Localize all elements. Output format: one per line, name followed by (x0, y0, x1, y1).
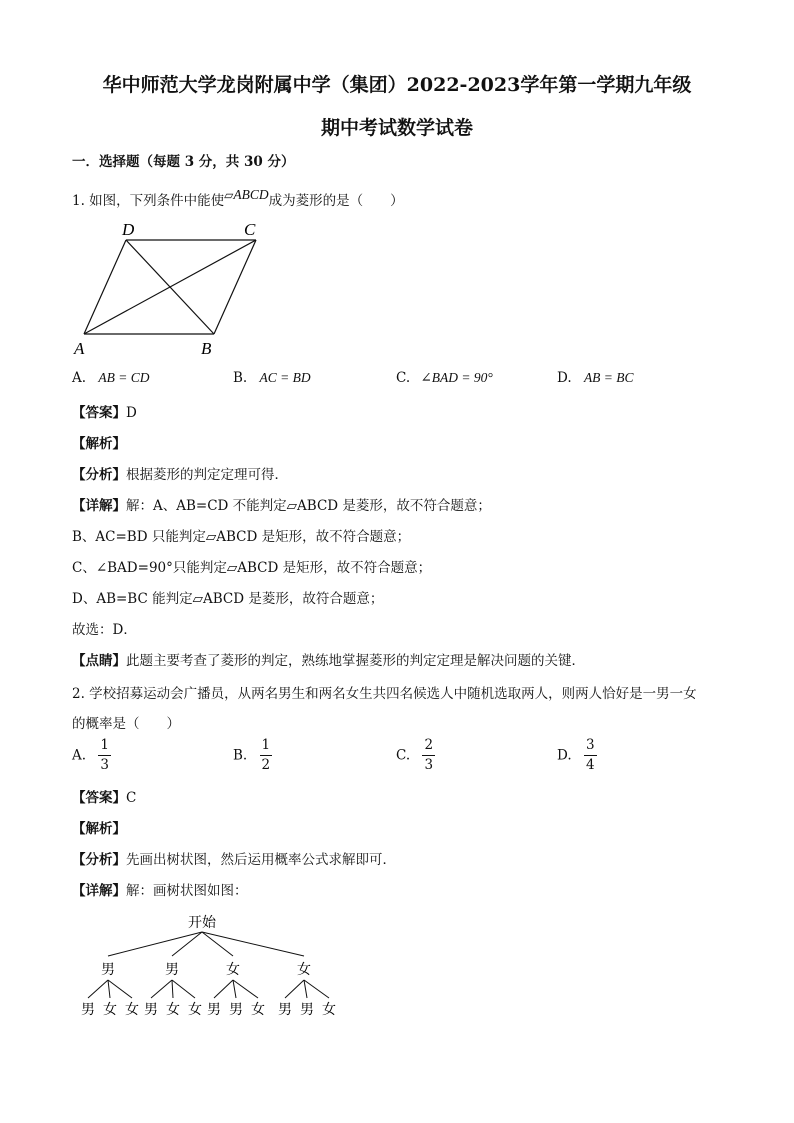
q2-stem-line1: 2. 学校招募运动会广播员，从两名男生和两名女生共四名候选人中随机选取两人，则两人恰好是一男一女 (72, 686, 697, 702)
tree-branch (304, 980, 307, 998)
q1-prefix: 1. 如图，下列条件中能使 (72, 193, 225, 209)
fenxi-text: 根据菱形的判定定理可得． (126, 467, 288, 483)
denominator: 2 (261, 756, 271, 773)
q1-option-a (72, 370, 149, 386)
q2-jiexi (72, 817, 126, 837)
tree-branch (108, 980, 110, 998)
q1-stem (72, 189, 404, 209)
answer-tag: 【答案】 (72, 405, 126, 421)
tree-branch (172, 980, 173, 998)
answer-tag: 【答案】 (72, 790, 126, 806)
denominator: 3 (100, 756, 109, 773)
tree-node-l2: 男 (278, 1003, 292, 1018)
tree-node-l2: 女 (103, 1003, 117, 1018)
exam-title-line1: 华中师范大学龙岗附属中学（集团）2022-2023学年第一学期九年级 (102, 74, 692, 96)
q1-xiangjie-3: C、∠BAD=90°只能判定▱ABCD 是矩形，故不符合题意； (72, 560, 432, 576)
option-text: AC = BD (259, 370, 311, 385)
dianjing-text: 此题主要考查了菱形的判定，熟练地掌握菱形的判定定理是解决问题的关键． (126, 653, 585, 669)
q2-xiangjie (72, 879, 248, 899)
option-letter: B. (233, 370, 248, 386)
option-letter: C. (396, 747, 411, 764)
q2-option-a (72, 739, 111, 772)
probability-tree-diagram (72, 910, 372, 1020)
option-text: AB = BC (583, 370, 634, 385)
fraction (260, 739, 273, 772)
vertex-label-b: B (201, 339, 212, 358)
tree-branch (172, 980, 195, 998)
xiangjie-text: 解：A、AB=CD 不能判定▱ABCD 是菱形，故不符合题意； (126, 498, 491, 514)
tree-branch (214, 980, 233, 998)
tree-node-l1: 男 (165, 963, 179, 978)
side-bc (214, 240, 256, 334)
answer-value: C (126, 790, 137, 806)
q1-option-b (233, 370, 311, 386)
tree-node-l1: 女 (226, 963, 240, 978)
dianjing-tag: 【点睛】 (72, 653, 126, 669)
q1-suffix: 成为菱形的是（ ） (268, 193, 404, 209)
diagonal-bd (126, 240, 214, 334)
q2-option-b (233, 739, 272, 772)
fraction (422, 739, 435, 772)
fraction (98, 739, 111, 772)
q2-option-d (557, 739, 597, 772)
numerator: 3 (584, 739, 597, 756)
answer-value: D (126, 405, 137, 421)
xiangjie-tag: 【详解】 (72, 498, 126, 514)
option-text: AB = CD (98, 370, 150, 385)
tree-branch (151, 980, 172, 998)
denominator: 4 (585, 756, 595, 773)
option-letter: B. (233, 747, 248, 764)
xiangjie-text: 解：画树状图如图： (126, 883, 248, 899)
vertex-label-d: D (122, 220, 135, 239)
option-letter: A. (72, 370, 87, 386)
q1-xiangjie-1 (72, 494, 491, 514)
tree-node-l2: 男 (207, 1003, 221, 1018)
exam-title-line2: 期中考试数学试卷 (320, 117, 473, 139)
jiexi-tag: 【解析】 (72, 821, 126, 837)
q1-dianjing (72, 649, 585, 669)
option-letter: D. (557, 747, 572, 764)
tree-node-l2: 男 (300, 1003, 314, 1018)
q1-xiangjie-4: D、AB=BC 能判定▱ABCD 是菱形，故符合题意； (72, 591, 384, 607)
fenxi-tag: 【分析】 (72, 467, 126, 483)
q1-fenxi (72, 463, 288, 483)
tree-branch (233, 980, 258, 998)
option-letter: A. (72, 747, 87, 764)
q2-answer (72, 786, 136, 806)
numerator: 1 (260, 739, 273, 756)
tree-node-l2: 男 (81, 1003, 95, 1018)
tree-node-l2: 男 (229, 1003, 243, 1018)
fenxi-text: 先画出树状图，然后运用概率公式求解即可． (126, 852, 396, 868)
jiexi-tag: 【解析】 (72, 436, 126, 452)
xiangjie-tag: 【详解】 (72, 883, 126, 899)
q2-fenxi (72, 848, 396, 868)
tree-node-l2: 女 (322, 1003, 336, 1018)
fenxi-tag: 【分析】 (72, 852, 126, 868)
option-letter: D. (557, 370, 572, 386)
q1-shape-name: ABCD (233, 187, 269, 202)
tree-root: 开始 (188, 916, 216, 931)
q2-stem-line2: 的概率是（ ） (72, 716, 180, 732)
q1-xiangjie-5: 故选：D． (72, 622, 137, 638)
q1-option-d (557, 370, 634, 386)
q1-answer (72, 401, 137, 421)
q1-option-c (396, 370, 493, 386)
tree-node-l1: 男 (101, 963, 115, 978)
fraction (584, 739, 597, 772)
tree-node-l2: 女 (251, 1003, 265, 1018)
numerator: 1 (98, 739, 111, 756)
tree-branch (108, 980, 132, 998)
tree-node-l2: 男 (144, 1003, 158, 1018)
vertex-label-a: A (74, 339, 85, 358)
option-text: ∠BAD = 90° (420, 370, 493, 385)
tree-node-l2: 女 (166, 1003, 180, 1018)
parallelogram-symbol: ▱ (224, 188, 234, 202)
q2-option-c (396, 739, 435, 772)
section-heading: 一．选择题（每题 3 分，共 30 分） (72, 154, 295, 170)
tree-node-l2: 女 (188, 1003, 202, 1018)
q1-jiexi (72, 432, 126, 452)
tree-branch (285, 980, 304, 998)
option-letter: C. (396, 370, 411, 386)
tree-branch (88, 980, 108, 998)
q1-xiangjie-2: B、AC=BD 只能判定▱ABCD 是矩形，故不符合题意； (72, 529, 411, 545)
parallelogram-figure (72, 218, 272, 358)
numerator: 2 (422, 739, 435, 756)
tree-branch (108, 932, 202, 956)
tree-branch (233, 980, 236, 998)
tree-node-l1: 女 (297, 963, 311, 978)
tree-node-l2: 女 (125, 1003, 139, 1018)
vertex-label-c: C (244, 220, 256, 239)
side-da (84, 240, 126, 334)
tree-branch (304, 980, 329, 998)
denominator: 3 (424, 756, 434, 773)
